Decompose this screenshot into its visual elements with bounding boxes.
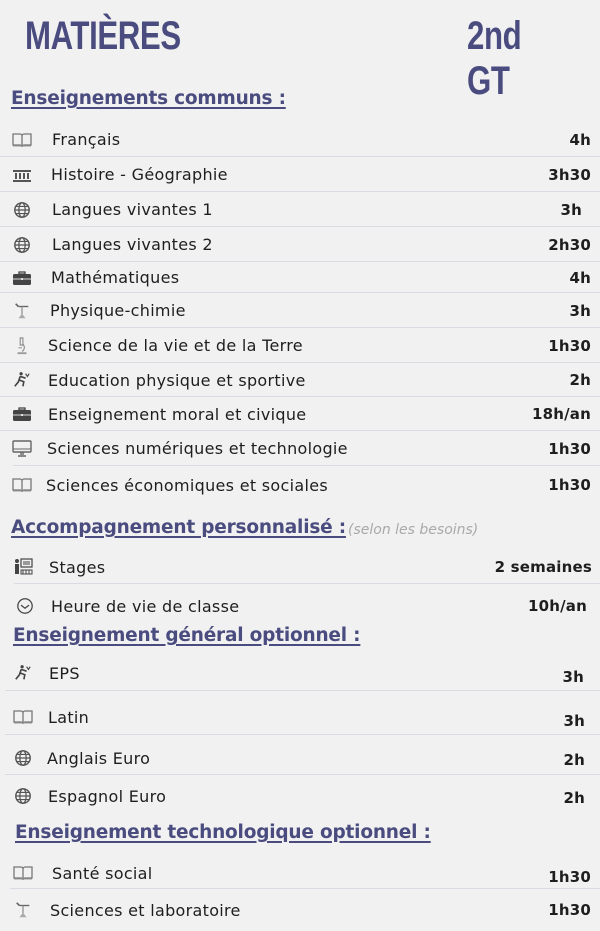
classroom-icon <box>12 557 34 577</box>
list-item <box>0 122 600 157</box>
subject-hours: 3h <box>569 301 591 320</box>
subject-hours: 2h <box>569 371 591 389</box>
microscope-icon <box>11 336 33 356</box>
subject-label: Sciences numériques et technologie <box>47 439 348 458</box>
subject-label: Heure de vie de classe <box>51 596 240 616</box>
divider <box>5 690 600 692</box>
subject-hours: 1h30 <box>548 336 591 355</box>
subject-label: Physique-chimie <box>50 301 186 320</box>
divider <box>5 734 600 736</box>
book-icon <box>11 130 33 150</box>
subject-label: Sciences et laboratoire <box>50 900 241 920</box>
list-item <box>0 431 600 466</box>
subject-label: Espagnol Euro <box>48 786 167 806</box>
runner-icon <box>11 370 33 390</box>
subject-hours: 1h30 <box>548 476 591 494</box>
subject-hours: 3h <box>563 712 585 730</box>
globe-icon <box>11 235 33 255</box>
book-icon <box>12 863 34 883</box>
list-item <box>0 857 600 889</box>
subject-label: Enseignement moral et civique <box>48 404 307 424</box>
list-item <box>0 157 600 192</box>
book-icon <box>12 707 34 727</box>
divider <box>10 888 600 890</box>
subject-hours: 3h <box>562 668 584 686</box>
subject-label: Langues vivantes 2 <box>52 235 213 254</box>
list-item <box>0 227 600 262</box>
subject-hours: 10h/an <box>527 597 587 615</box>
subject-label: Sciences économiques et sociales <box>46 475 328 495</box>
subject-hours: 3h30 <box>548 165 591 184</box>
list-item <box>0 655 600 691</box>
briefcase-icon <box>11 404 33 424</box>
list-item <box>0 590 600 622</box>
subject-label: Mathématiques <box>51 268 180 287</box>
divider <box>14 583 600 585</box>
list-item <box>0 262 600 293</box>
list-item <box>0 328 600 363</box>
subject-label: Stages <box>49 557 106 577</box>
page-title: MATIÈRES <box>25 14 181 58</box>
list-item <box>0 550 600 584</box>
subject-hours: 2h30 <box>548 235 591 254</box>
subject-label: Langues vivantes 1 <box>52 200 213 219</box>
subject-label: Histoire - Géographie <box>51 165 228 184</box>
list-item <box>0 778 600 814</box>
subject-hours: 1h30 <box>548 439 591 458</box>
subject-label: Santé social <box>52 863 153 883</box>
class-level-title: 2nd GT <box>467 14 522 103</box>
subject-hours: 1h30 <box>548 901 591 919</box>
lab-flask-icon <box>12 900 34 920</box>
list-item <box>0 293 600 328</box>
subject-label: EPS <box>49 663 80 683</box>
section-note: (selon les besoins) <box>348 522 479 538</box>
subject-hours: 2 semaines <box>494 558 592 576</box>
list-item <box>0 893 600 927</box>
subject-label: Latin <box>48 707 90 727</box>
subject-label: Français <box>52 130 121 149</box>
section-heading-general-optionnel: Enseignement général optionnel : <box>13 625 361 646</box>
list-item <box>0 363 600 397</box>
globe-icon <box>12 786 34 806</box>
subject-hours: 1h30 <box>548 868 591 886</box>
divider <box>5 774 600 776</box>
globe-icon <box>12 748 34 768</box>
museum-icon <box>11 165 33 185</box>
subject-hours: 18h/an <box>531 405 591 423</box>
section-heading-communs: Enseignements communs : <box>11 88 286 109</box>
list-item <box>0 192 600 227</box>
section-heading-accompagnement: Accompagnement personnalisé : <box>11 517 346 538</box>
subject-label: Education physique et sportive <box>48 370 306 390</box>
runner-icon <box>12 663 34 683</box>
subject-hours: 3h <box>560 200 582 219</box>
lab-flask-icon <box>11 301 33 321</box>
subject-hours: 4h <box>569 130 591 149</box>
subject-label: Anglais Euro <box>47 748 151 768</box>
clock-icon <box>14 596 36 616</box>
list-item <box>0 466 600 504</box>
subject-label: Science de la vie et de la Terre <box>48 336 303 355</box>
section-heading-techno-optionnel: Enseignement technologique optionnel : <box>15 822 431 843</box>
subject-hours: 2h <box>563 751 585 769</box>
list-item <box>0 397 600 431</box>
briefcase-icon <box>11 268 33 288</box>
subject-hours: 4h <box>569 268 591 287</box>
globe-icon <box>11 200 33 220</box>
list-item <box>0 699 600 735</box>
book-icon <box>11 475 33 495</box>
subject-hours: 2h <box>563 789 585 807</box>
monitor-icon <box>11 439 33 459</box>
list-item <box>0 741 600 775</box>
